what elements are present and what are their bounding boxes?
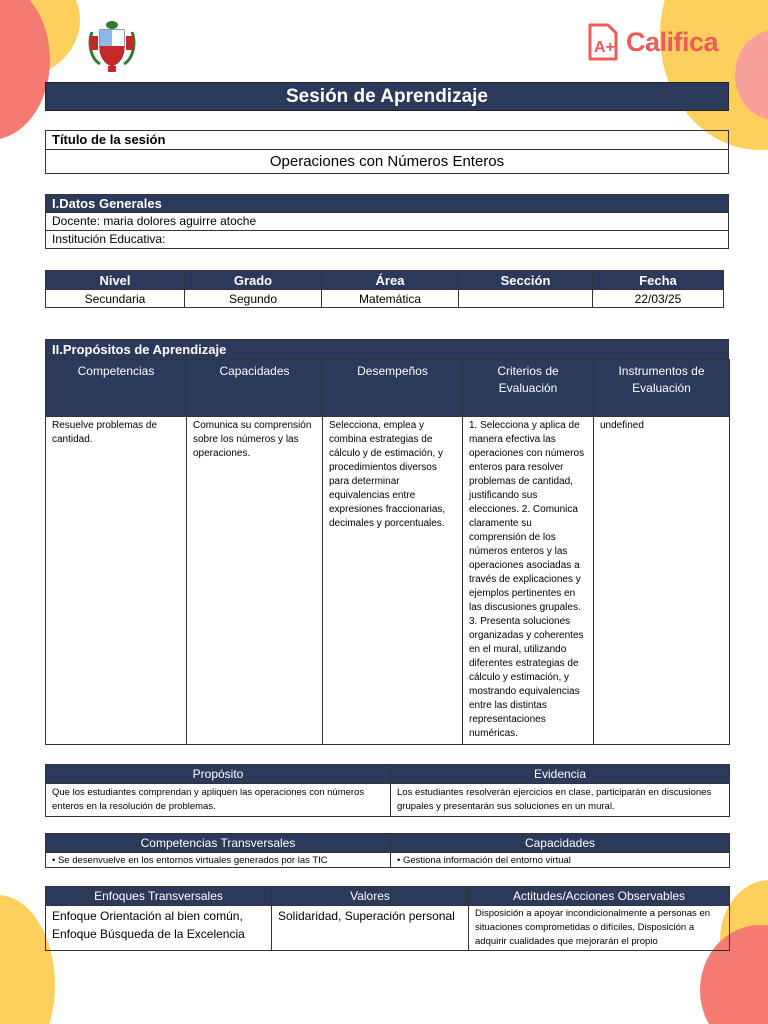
transversal-capacities-header: Capacidades [391, 834, 730, 853]
evidence-header: Evidencia [391, 765, 730, 784]
purposes-header-criteria: Criterios de Evaluación [463, 360, 594, 417]
purpose-evidence-table [45, 764, 730, 817]
purposes-heading-text: II.Propósitos de Aprendizaje [52, 342, 227, 357]
general-data-heading [45, 194, 729, 213]
attitudes-header: Actitudes/Acciones Observables [469, 887, 730, 906]
purposes-header-row [46, 360, 730, 417]
info-header-grade: Grado [185, 271, 322, 290]
info-value-level: Secundaria [46, 290, 185, 308]
session-title-value-cell [45, 149, 729, 174]
info-header-level: Nivel [46, 271, 185, 290]
purposes-value-performance: Selecciona, emplea y combina estrategias de cálculo y de estimación, y procedimientos diversos para determinar equivalencias entre expresiones fraccionarias, decimales y porcentuales. [323, 417, 463, 745]
teacher-text: Docente: maria dolores aguirre atoche [52, 214, 257, 228]
califica-icon-letter: A+ [594, 39, 615, 56]
purposes-value-row [46, 417, 730, 745]
approaches-table [45, 886, 730, 951]
purposes-table [45, 359, 730, 745]
session-title-label-cell [45, 130, 729, 150]
session-title-value: Operaciones con Números Enteros [269, 153, 505, 170]
califica-logo-icon [586, 21, 620, 63]
info-header-section: Sección [459, 271, 593, 290]
attitudes-value: Disposición a apoyar incondicionalmente a personas en situaciones comprometidas o difíciles, Disposición a adquirir cualidades que mejorarán el propio [469, 906, 730, 951]
transversal-header-row [46, 834, 730, 853]
purposes-value-criteria: 1. Selecciona y aplica de manera efectiva las operaciones con números enteros para resolver problemas de cantidad, justificando sus elecciones. 2. Comunica claramente su comprensión de los números enteros y las operaciones asociadas a través de explicaciones y ejemplos pertinentes en las discusiones grupales. 3. Presenta soluciones organizadas y coherentes en el mural, utilizando diferentes estrategias de cálculo y estimación, y mostrando equivalencias entre las distintas representaciones numéricas. [463, 417, 594, 745]
purposes-header-performances: Desempeños [323, 360, 463, 417]
purposes-value-competency: Resuelve problemas de cantidad. [46, 417, 187, 745]
transversal-table [45, 833, 730, 868]
approaches-header: Enfoques Transversales [46, 887, 272, 906]
transversal-capacity-value: • Gestiona información del entorno virtual [391, 853, 730, 868]
purposes-value-instruments: undefined [594, 417, 730, 745]
general-data-heading-text: I.Datos Generales [52, 196, 162, 211]
purpose-value: Que los estudiantes comprendan y apliquen las operaciones con números enteros en la resolución de problemas. [46, 784, 391, 817]
teacher-cell [45, 212, 729, 231]
califica-logo [586, 18, 718, 66]
institution-cell [45, 230, 729, 249]
info-table [45, 270, 724, 308]
info-value-date: 22/03/25 [593, 290, 724, 308]
purpose-header: Propósito [46, 765, 391, 784]
info-header-date: Fecha [593, 271, 724, 290]
califica-brand-text: Califica [626, 26, 719, 57]
info-table-value-row [46, 290, 724, 308]
purposes-header-competencies: Competencias [46, 360, 187, 417]
institution-text: Institución Educativa: [52, 232, 166, 246]
info-value-grade: Segundo [185, 290, 322, 308]
info-header-area: Área [322, 271, 459, 290]
info-value-area: Matemática [322, 290, 459, 308]
evidence-value: Los estudiantes resolverán ejercicios en clase, participarán en discusiones grupales y presentarán sus soluciones en un mural. [391, 784, 730, 817]
purposes-header-instruments: Instrumentos de Evaluación [594, 360, 730, 417]
coat-of-arms-icon [86, 18, 138, 74]
info-table-header-row [46, 271, 724, 290]
transversal-competency-value: • Se desenvuelve en los entornos virtuales generados por las TIC [46, 853, 391, 868]
transversal-value-row [46, 853, 730, 868]
page-title: Sesión de Aprendizaje [45, 82, 729, 111]
transversal-competencies-header: Competencias Transversales [46, 834, 391, 853]
purposes-heading [45, 339, 729, 360]
values-value: Solidaridad, Superación personal [272, 906, 469, 951]
purposes-header-capacities: Capacidades [187, 360, 323, 417]
approaches-value-row [46, 906, 730, 951]
session-title-label: Título de la sesión [52, 132, 166, 147]
purpose-evidence-value-row [46, 784, 730, 817]
approaches-value: Enfoque Orientación al bien común, Enfoque Búsqueda de la Excelencia [46, 906, 272, 951]
info-value-section [459, 290, 593, 308]
purposes-value-capacity: Comunica su comprensión sobre los números y las operaciones. [187, 417, 323, 745]
approaches-header-row [46, 887, 730, 906]
values-header: Valores [272, 887, 469, 906]
decor-blob-top-left-coral [0, 0, 50, 140]
purpose-evidence-header-row [46, 765, 730, 784]
